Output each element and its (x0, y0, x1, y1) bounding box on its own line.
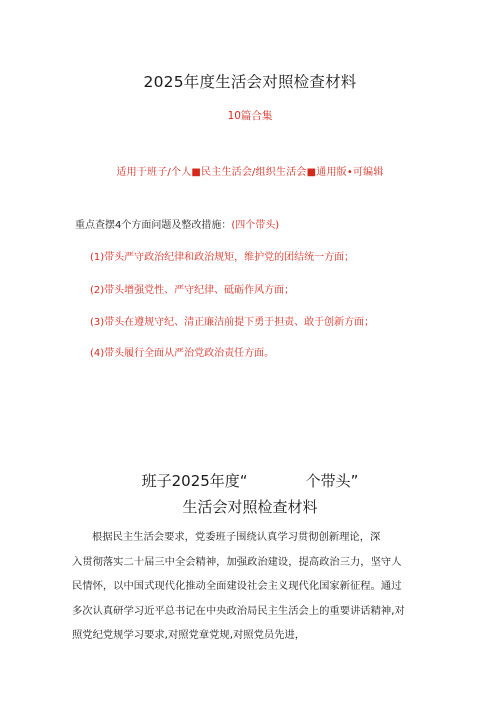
section-body (72, 525, 432, 648)
document-title: 2025年度生活会对照检查材料 (143, 73, 357, 91)
body-line: 多次认真研学习近平总书记在中央政治局民主生活会上的重要讲话精神,对 (72, 604, 405, 617)
focus-item: (4)带头履行全面从严治党政治责任方面。 (90, 348, 275, 359)
body-line: 根据民主生活会要求，党委班子围绕认真学习贯彻创新理论，深 (92, 531, 381, 543)
focus-item: (2)带头增强党性、严守纪律、砥砺作风方面； (90, 285, 295, 296)
body-line: 民情怀，以中国式现代化推动全面建设社会主义现代化国家新征程。通过 (72, 580, 402, 592)
section-title-right: 个带头” (305, 472, 359, 490)
section-title-left: 班子2025年度“ (141, 472, 248, 490)
section-title-line1 (0, 470, 500, 491)
focus-item: (1)带头严守政治纪律和政治规矩，维护党的团结统一方面； (90, 252, 355, 263)
applicability-note: 适用于班子/个人■民主生活会/组织生活会■通用版•可编辑 (116, 167, 384, 178)
body-line: 入贯彻落实二十届三中全会精神，加强政治建设，提高政治三力，坚守人 (72, 555, 402, 568)
section-title-line2: 生活会对照检查材料 (182, 498, 318, 516)
focus-heading-note: (四个带头) (231, 220, 280, 231)
document-subtitle: 10篇合集 (227, 110, 273, 122)
body-line: 照党纪党规学习要求,对照党章党规,对照党员先进， (72, 629, 306, 641)
focus-heading-text: 重点查摆4个方面问题及整改措施： (75, 220, 232, 231)
focus-heading (75, 216, 279, 231)
focus-item: (3)带头在遵规守纪、清正廉洁前提下勇于担责、敢于创新方面； (90, 317, 375, 328)
